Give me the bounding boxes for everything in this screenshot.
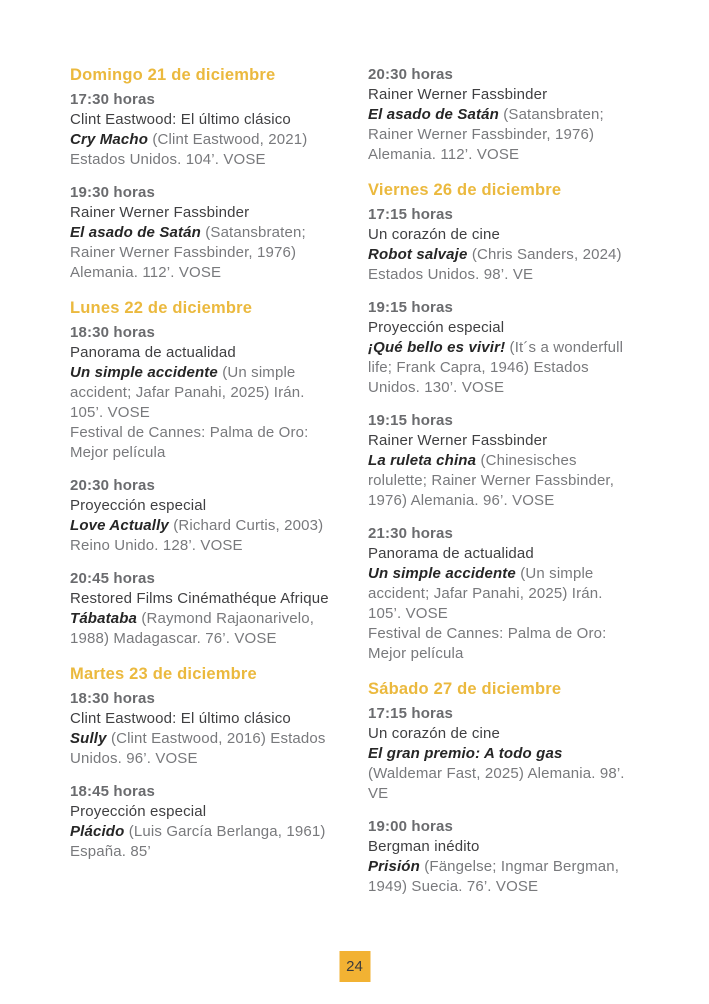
- film-credits: (Clint Eastwood, 2016) Estados Unidos. 96’. VOSE: [70, 730, 326, 767]
- session-cycle: Restored Films Cinémathéque Afrique: [70, 590, 329, 607]
- film-line: [368, 245, 634, 285]
- session-time: 19:15 horas: [368, 412, 454, 429]
- session-entry: [70, 782, 336, 862]
- film-credits: (Fängelse; Ingmar Bergman, 1949) Suecia. 76’. VOSE: [368, 858, 620, 895]
- session-time: 20:30 horas: [368, 66, 454, 83]
- session-entry: [70, 90, 336, 170]
- session-cycle: Proyección especial: [70, 803, 207, 820]
- session-note: Festival de Cannes: Palma de Oro: Mejor película: [70, 424, 309, 461]
- session-time: 19:15 horas: [368, 299, 454, 316]
- film-line: [70, 822, 336, 862]
- session-note: Festival de Cannes: Palma de Oro: Mejor película: [368, 625, 607, 662]
- film-credits: (Chris Sanders, 2024) Estados Unidos. 98’. VE: [368, 246, 622, 283]
- session-entry: [368, 524, 634, 664]
- session-cycle: Rainer Werner Fassbinder: [368, 86, 548, 103]
- session-entry: [368, 704, 634, 804]
- column-right: [368, 65, 634, 910]
- session-cycle: Un corazón de cine: [368, 725, 500, 742]
- session-entry: [368, 205, 634, 285]
- session-entry: [70, 323, 336, 463]
- film-line: [368, 451, 634, 511]
- film-credits: (Luis García Berlanga, 1961) España. 85’: [70, 823, 326, 860]
- film-line: [368, 744, 634, 804]
- film-credits: (Satansbraten; Rainer Werner Fassbinder, 1976) Alemania. 112’. VOSE: [368, 106, 604, 163]
- film-title: Plácido: [70, 823, 125, 840]
- film-title: Robot salvaje: [368, 246, 468, 263]
- day-heading: Sábado 27 de diciembre: [368, 680, 562, 698]
- session-time: 18:30 horas: [70, 690, 156, 707]
- session-time: 20:30 horas: [70, 477, 156, 494]
- session-time: 19:30 horas: [70, 184, 156, 201]
- day-heading: Martes 23 de diciembre: [70, 665, 257, 683]
- session-cycle: Panorama de actualidad: [368, 545, 534, 562]
- film-line: [70, 223, 336, 283]
- film-line: [368, 338, 634, 398]
- film-title: Prisión: [368, 858, 420, 875]
- column-left: [70, 65, 336, 910]
- film-title: Un simple accidente: [70, 364, 218, 381]
- film-line: [368, 105, 634, 165]
- session-entry: [70, 689, 336, 769]
- session-time: 18:45 horas: [70, 783, 156, 800]
- film-line: [368, 857, 634, 897]
- film-line: [70, 729, 336, 769]
- film-title: El gran premio: A todo gas: [368, 745, 563, 762]
- session-time: 17:30 horas: [70, 91, 156, 108]
- film-title: La ruleta china: [368, 452, 477, 469]
- session-entry: [368, 411, 634, 511]
- session-entry: [70, 183, 336, 283]
- session-cycle: Proyección especial: [70, 497, 207, 514]
- session-entry: [368, 298, 634, 398]
- film-title: Love Actually: [70, 517, 169, 534]
- day-heading: Domingo 21 de diciembre: [70, 66, 276, 84]
- film-credits: (Waldemar Fast, 2025) Alemania. 98’. VE: [368, 765, 625, 802]
- day-heading: Viernes 26 de diciembre: [368, 181, 562, 199]
- session-time: 17:15 horas: [368, 206, 454, 223]
- session-entry: [368, 65, 634, 165]
- session-time: 21:30 horas: [368, 525, 454, 542]
- schedule-columns: [70, 65, 634, 910]
- session-entry: [70, 476, 336, 556]
- session-cycle: Un corazón de cine: [368, 226, 500, 243]
- session-cycle: Proyección especial: [368, 319, 505, 336]
- film-title: ¡Qué bello es vivir!: [368, 339, 506, 356]
- page-number-badge: 24: [339, 951, 370, 982]
- film-credits: (Richard Curtis, 2003) Reino Unido. 128’. VOSE: [70, 517, 324, 554]
- film-credits: (Clint Eastwood, 2021) Estados Unidos. 104’. VOSE: [70, 131, 308, 168]
- film-title: El asado de Satán: [368, 106, 499, 123]
- session-cycle: Panorama de actualidad: [70, 344, 236, 361]
- film-title: Un simple accidente: [368, 565, 516, 582]
- session-cycle: Rainer Werner Fassbinder: [70, 204, 250, 221]
- film-title: Cry Macho: [70, 131, 149, 148]
- film-credits: (Raymond Rajaonarivelo, 1988) Madagascar. 76’. VOSE: [70, 610, 315, 647]
- film-credits: (Un simple accident; Jafar Panahi, 2025) Irán. 105’. VOSE: [70, 364, 305, 421]
- session-time: 17:15 horas: [368, 705, 454, 722]
- film-credits: (It´s a wonderfull life; Frank Capra, 1946) Estados Unidos. 130’. VOSE: [368, 339, 624, 396]
- film-line: [70, 363, 336, 423]
- film-line: [368, 564, 634, 624]
- session-cycle: Rainer Werner Fassbinder: [368, 432, 548, 449]
- film-credits: (Chinesisches rolulette; Rainer Werner Fassbinder, 1976) Alemania. 96’. VOSE: [368, 452, 615, 509]
- film-title: Sully: [70, 730, 107, 747]
- session-entry: [70, 569, 336, 649]
- film-credits: (Satansbraten; Rainer Werner Fassbinder, 1976) Alemania. 112’. VOSE: [70, 224, 306, 281]
- film-line: [70, 609, 336, 649]
- film-title: El asado de Satán: [70, 224, 201, 241]
- film-credits: (Un simple accident; Jafar Panahi, 2025) Irán. 105’. VOSE: [368, 565, 603, 622]
- session-cycle: Bergman inédito: [368, 838, 480, 855]
- film-line: [70, 130, 336, 170]
- session-time: 18:30 horas: [70, 324, 156, 341]
- session-entry: [368, 817, 634, 897]
- session-cycle: Clint Eastwood: El último clásico: [70, 710, 291, 727]
- session-time: 20:45 horas: [70, 570, 156, 587]
- session-cycle: Clint Eastwood: El último clásico: [70, 111, 291, 128]
- day-heading: Lunes 22 de diciembre: [70, 299, 253, 317]
- film-title: Tábataba: [70, 610, 138, 627]
- film-line: [70, 516, 336, 556]
- session-time: 19:00 horas: [368, 818, 454, 835]
